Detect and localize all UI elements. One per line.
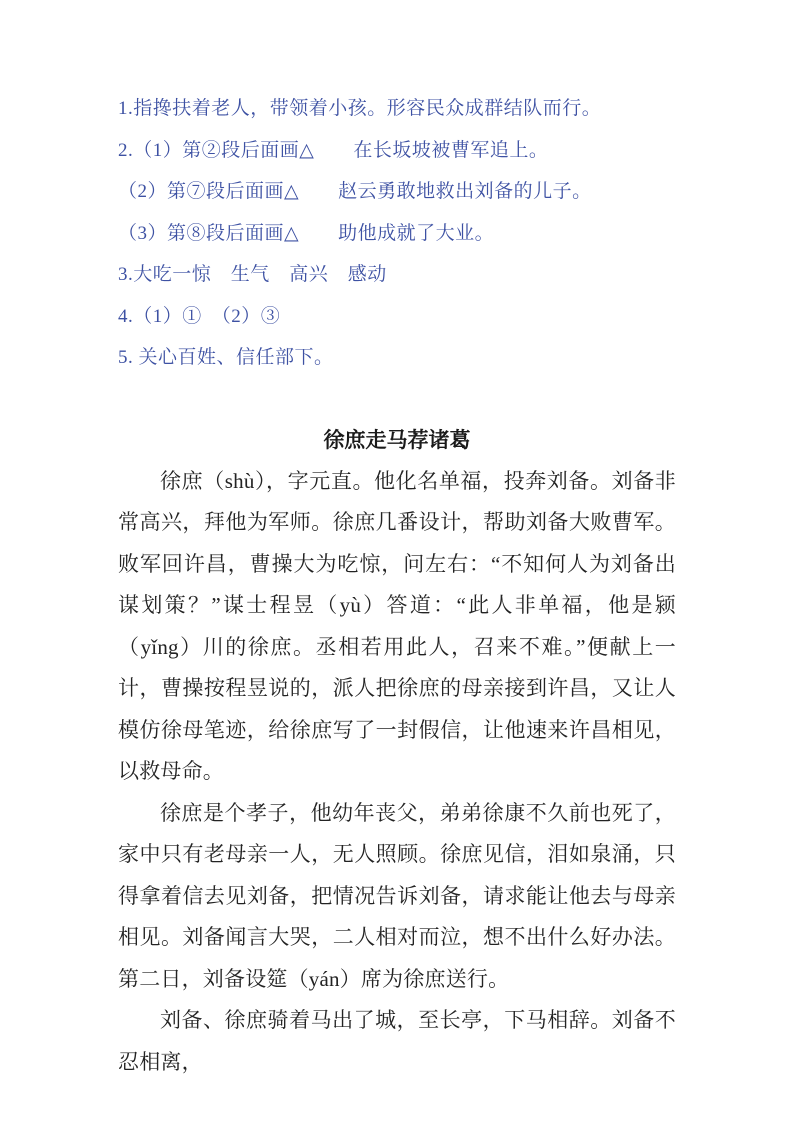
answer-line-6: 4.（1）① （2）③ (118, 305, 281, 327)
passage-paragraph-1: 徐庶（shù），字元直。他化名单福，投奔刘备。刘备非常高兴，拜他为军师。徐庶几番设计，帮助刘备大败曹军。败军回许昌，曹操大为吃惊，问左右：“不知何人为刘备出谋划策？”谋士程昱（yù）答道：“此人非单福，他是颍（yǐng）川的徐庶。丞相若用此人，召来不难。”便献上一计，曹操按程昱说的，派人把徐庶的母亲接到许昌，又让人模仿徐母笔迹，给徐庶写了一封假信，让他速来许昌相见，以救母命。 (118, 468, 676, 783)
answer-line-4: （3）第⑧段后面画△ 助他成就了大业。 (118, 222, 495, 244)
answer-line-5: 3.大吃一惊 生气 高兴 感动 (118, 264, 387, 285)
answer-line-7: 5. 关心百姓、信任部下。 (118, 347, 334, 368)
passage-paragraph-3: 刘备、徐庶骑着马出了城，至长亭，下马相辞。刘备不忍相离， (118, 1008, 676, 1074)
answer-key-section (118, 88, 676, 379)
answer-line-1: 1.指搀扶着老人，带领着小孩。形容民众成群结队而行。 (118, 98, 602, 119)
passage-body (118, 461, 676, 1084)
answer-line-2: 2.（1）第②段后面画△ 在长坂坡被曹军追上。 (118, 139, 549, 161)
passage-title: 徐庶走马荐诸葛 (323, 427, 471, 452)
answer-line-3: （2）第⑦段后面画△ 赵云勇敢地救出刘备的儿子。 (118, 181, 592, 202)
passage-paragraph-2: 徐庶是个孝子，他幼年丧父，弟弟徐康不久前也死了，家中只有老母亲一人，无人照顾。徐庶见信，泪如泉涌，只得拿着信去见刘备，把情况告诉刘备，请求能让他去与母亲相见。刘备闻言大哭，二人相对而泣，想不出什么好办法。第二日，刘备设筵（yán）席为徐庶送行。 (118, 800, 676, 991)
